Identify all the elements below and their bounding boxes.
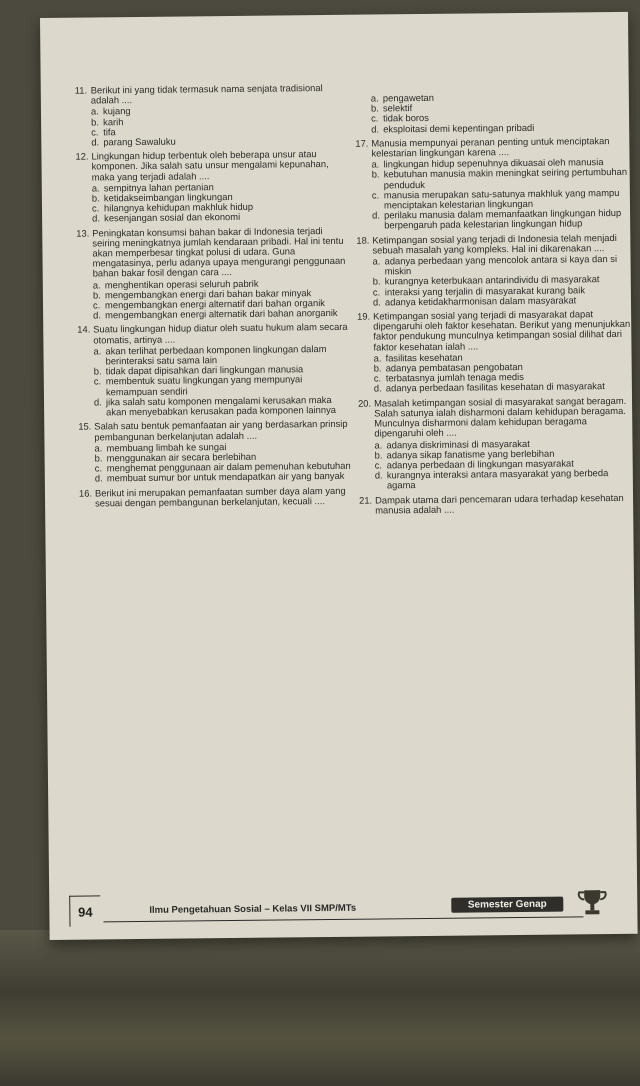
option-letter: c. (92, 299, 101, 311)
option-text: tifa (103, 126, 116, 138)
option-text: manusia merupakan satu-satunya makhluk yang mampu menciptakan kelestarian lingkungan (383, 186, 620, 211)
option-text: membentuk suatu lingkungan yang mempunyai kemampuan sendiri (105, 373, 303, 398)
option-text: menggunakan air secara berlebihan (106, 450, 257, 464)
page-number: 94 (69, 895, 100, 926)
answer-options (371, 91, 630, 135)
option-text: kesenjangan sosial dan ekonomi (104, 211, 241, 224)
option-text: terbatasnya jumlah tenaga medis (385, 371, 524, 384)
answer-options (374, 351, 633, 395)
answer-options (94, 440, 353, 484)
question-text: Berikut ini yang tidak termasuk nama senjata tradisional adalah .... (90, 82, 323, 106)
answer-option (93, 308, 352, 321)
question-stem (359, 492, 634, 515)
question-item (357, 309, 633, 395)
option-text: mengembangkan energi dari bahan bakar minyak (104, 287, 312, 301)
option-text: tidak boros (383, 112, 429, 124)
option-text: selektif (382, 102, 413, 114)
option-text: membuat sumur bor untuk mendapatkan air yang banyak (106, 470, 345, 484)
question-text: Ketimpangan sosial yang terjadi di Indonesia telah menjadi sebuah masalah yang kompleks. Hal ini dikarenakan .... (372, 231, 617, 256)
question-text: Suatu lingkungan hidup diatur oleh suatu hukum alam secara otomatis, artinya .... (93, 321, 348, 346)
answer-option (374, 381, 633, 394)
option-letter: d. (371, 123, 380, 135)
question-number: 16. (78, 486, 93, 499)
option-letter: a. (370, 92, 379, 104)
question-stem (357, 309, 632, 353)
answer-option (92, 211, 351, 224)
question-text: Masalah ketimpangan sosial di masyarakat sangat beragam. Salah satunya ialah disharmoni dalam kehidupan beragama. Munculnya disharmoni dalam kehidupan beragama dipengaruhi oleh .... (373, 394, 627, 439)
option-letter: c. (371, 189, 380, 201)
question-text: Manusia mempunyai peranan penting untuk menciptakan kelestarian lingkungan karena .... (371, 134, 610, 159)
option-letter: b. (374, 449, 383, 461)
option-letter: c. (93, 375, 102, 387)
option-text: kebutuhan manusia makin meningkat seiring pertumbuhan penduduk (383, 166, 628, 191)
option-letter: c. (372, 286, 381, 298)
option-text: parang Sawaluku (103, 135, 176, 148)
question-text: Lingkungan hidup terbentuk oleh beberapa unsur atau komponen. Jika salah satu unsur mengalami kepunahan, maka yang terjadi adalah .... (91, 148, 329, 183)
trophy-icon (575, 886, 609, 918)
left-column (75, 83, 354, 513)
question-stem (75, 83, 350, 106)
option-letter: a. (372, 255, 381, 267)
question-number: 21. (359, 494, 373, 506)
option-text: hilangnya kehidupan makhluk hidup (103, 201, 254, 214)
table-surface (0, 930, 640, 1086)
question-number: 13. (76, 227, 90, 239)
answer-options (93, 277, 352, 321)
option-text: mengembangkan energi alternatik dari bahan anorganik (105, 307, 338, 321)
answer-option (94, 395, 353, 418)
question-number: 20. (357, 397, 372, 409)
option-text: jika salah satu komponen mengalami kerusakan maka akan menyebabkan kerusakan pada komponen lainnya (105, 393, 337, 418)
option-letter: c. (91, 126, 99, 138)
option-text: akan terlihat perbedaan komponen lingkungan dalam berinteraksi satu sama lain (105, 342, 327, 367)
option-letter: b. (91, 115, 99, 128)
option-letter: a. (93, 345, 102, 357)
answer-options (92, 181, 351, 225)
question-number: 18. (356, 234, 370, 246)
option-text: pengawetan (382, 91, 435, 104)
question-item (359, 492, 634, 515)
question-number: 17. (355, 137, 369, 149)
option-letter: d. (93, 309, 102, 321)
question-stem (79, 485, 354, 508)
option-text: membuang limbah ke sungai (106, 440, 227, 454)
answer-option (375, 468, 634, 491)
option-letter: c. (91, 202, 100, 214)
question-item (76, 225, 352, 321)
option-letter: d. (92, 212, 100, 224)
question-number: 11. (74, 84, 88, 96)
option-letter: b. (92, 289, 101, 301)
option-letter: a. (371, 158, 380, 170)
answer-option (93, 344, 352, 367)
option-text: tidak dapat dipisahkan dari lingkungan manusia (105, 363, 304, 377)
option-text: interaksi yang terjalin di masyarakat kurang baik (384, 283, 586, 298)
answer-options (93, 344, 353, 418)
question-stem (76, 225, 352, 279)
option-text: fasilitas kesehatan (385, 351, 463, 364)
question-item (358, 395, 634, 491)
option-letter: b. (372, 275, 381, 287)
answer-options (373, 254, 633, 308)
option-text: kurangnya keterbukaan antarindividu di masyarakat (384, 273, 600, 287)
answer-option (372, 208, 631, 231)
option-letter: c. (94, 462, 103, 474)
option-text: karih (103, 115, 124, 127)
option-text: menghemat penggunaan air dalam pemenuhan kebutuhan (106, 459, 351, 474)
option-letter: b. (371, 168, 380, 180)
option-letter: d. (372, 296, 381, 308)
question-number: 15. (78, 420, 92, 432)
option-letter: b. (94, 452, 103, 464)
option-letter: c. (371, 112, 379, 124)
option-letter: a. (373, 352, 382, 364)
option-text: ketidakseimbangan lingkungan (103, 191, 233, 204)
semester-badge: Semester Genap (451, 897, 563, 913)
option-letter: d. (374, 469, 383, 481)
option-text: adanya pembatasan pengobatan (385, 361, 523, 374)
option-text: adanya diskriminasi di masyarakat (386, 437, 530, 450)
question-item (75, 83, 351, 148)
option-letter: a. (374, 438, 383, 451)
option-letter: a. (94, 442, 103, 454)
question-text: Peningkatan konsumsi bahan bakar di Indonesia terjadi seiring meningkatnya jumlah kendaraan pribadi. Hal ini tentu akan memperbesar tingkat polusi di udara. Guna mengatasinya, perlu adanya upaya mengurangi penggunaan bahan bakar fosil dengan cara .... (92, 224, 346, 279)
option-text: kujang (102, 105, 131, 117)
answer-options (91, 104, 350, 148)
option-letter: b. (93, 365, 102, 377)
option-letter: d. (93, 396, 102, 408)
question-stem (77, 322, 352, 345)
question-text: Dampak utama dari pencemaran udara terhadap kesehatan manusia adalah .... (375, 491, 624, 516)
answer-options (372, 157, 632, 231)
question-stem (78, 419, 353, 442)
option-text: mengembangkan energi alternatif dari bahan organik (104, 297, 325, 311)
question-number: 19. (357, 310, 371, 322)
option-letter: a. (91, 182, 100, 194)
question-stem (355, 136, 630, 159)
option-letter: d. (373, 382, 382, 395)
option-letter: d. (372, 209, 380, 221)
answer-option (373, 295, 632, 308)
option-text: adanya perbedaan di lingkungan masyarakat (386, 457, 574, 471)
option-text: sempitnya lahan pertanian (103, 181, 214, 194)
option-letter: d. (91, 136, 100, 148)
question-stem (356, 232, 631, 255)
page-footer (49, 890, 637, 932)
answer-option (371, 121, 630, 134)
answer-option (91, 135, 350, 148)
footer-rule (103, 916, 583, 922)
option-letter: c. (374, 459, 383, 471)
question-item (75, 149, 351, 224)
option-letter: b. (370, 102, 379, 114)
option-letter: b. (91, 192, 100, 204)
option-letter: a. (92, 279, 101, 291)
answer-options (374, 437, 634, 491)
question-text: Ketimpangan sosial yang terjadi di masyarakat dapat dipengaruhi oleh faktor kesehatan. Berikut yang menunjukkan faktor pendukung munculnya ketimpangan sosial dilihat dari faktor kesehatan ialah .... (373, 308, 631, 353)
option-text: menghentikan operasi seluruh pabrik (104, 277, 259, 290)
book-title: Ilmu Pengetahuan Sosial – Kelas VII SMP/MTs (149, 902, 357, 916)
question-stem (358, 395, 633, 439)
option-text: perilaku manusia dalam memanfaatkan lingkungan hidup berpengaruh pada kelestarian lingkungan hidup (384, 207, 622, 231)
question-number: 14. (77, 323, 91, 336)
right-column (355, 90, 634, 520)
option-letter: a. (90, 105, 99, 117)
option-letter: d. (94, 472, 103, 484)
question-number: 12. (75, 150, 89, 162)
question-item (356, 232, 632, 307)
option-text: eksploitasi demi kepentingan pribadi (383, 121, 535, 135)
question-stem (75, 149, 350, 182)
option-text: adanya ketidakharmonisan dalam masyarakat (384, 294, 577, 308)
option-text: adanya perbedaan fasilitas kesehatan di masyarakat (385, 380, 605, 394)
option-text: kurangnya interaksi antara masyarakat yang berbeda agama (386, 467, 609, 491)
answer-option (95, 471, 354, 484)
option-text: lingkungan hidup sepenuhnya dikuasai oleh manusia (383, 156, 604, 170)
question-text: Berikut ini merupakan pemanfaatan sumber daya alam yang sesuai dengan pembangunan berkelanjutan, kecuali .... (94, 484, 346, 509)
question-item (355, 91, 630, 135)
option-letter: b. (373, 362, 382, 374)
question-item (355, 136, 631, 232)
option-text: adanya perbedaan yang mencolok antara si kaya dan si miskin (384, 253, 618, 277)
option-letter: c. (373, 372, 382, 384)
question-item (78, 419, 354, 484)
question-text: Salah satu bentuk pemanfaatan air yang berdasarkan prinsip pembangunan berkelanjutan adalah .... (94, 418, 348, 442)
book-page (40, 12, 638, 940)
question-item (79, 485, 354, 508)
option-text: adanya sikap fanatisme yang berlebihan (386, 447, 555, 461)
question-item (77, 322, 353, 418)
